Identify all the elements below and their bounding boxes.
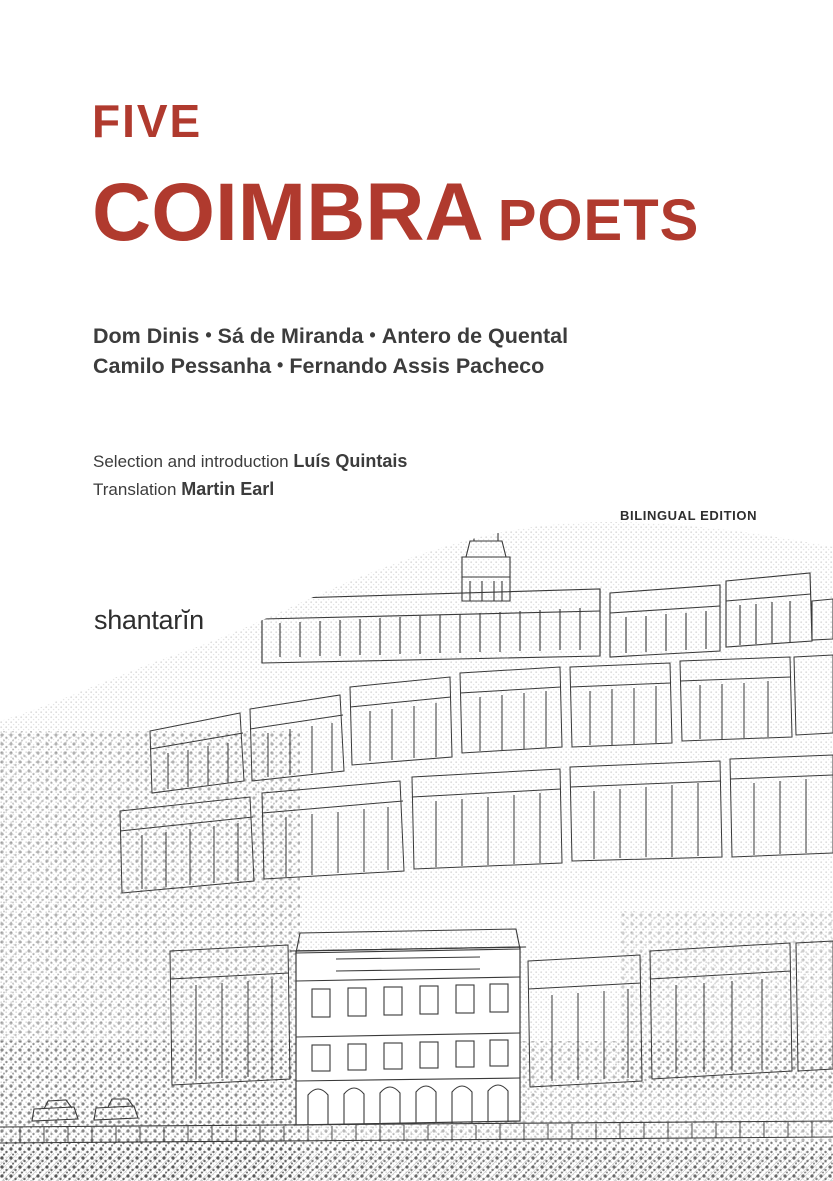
translation-label: Translation: [93, 479, 177, 499]
bilingual-edition-badge: BILINGUAL EDITION: [620, 508, 758, 523]
title-line-five: FIVE: [92, 95, 203, 147]
poet-name: Fernando Assis Pacheco: [289, 353, 545, 378]
poets-line-2: [93, 352, 773, 382]
poet-name: Sá de Miranda: [217, 324, 364, 348]
cityscape-illustration: [0, 478, 833, 1181]
publisher-imprint: shantarĭn: [94, 605, 204, 635]
poet-name: Antero de Quental: [381, 324, 569, 348]
selection-label: Selection and introduction: [93, 452, 289, 471]
title-main-line: [92, 167, 752, 258]
separator-bullet-icon: •: [369, 325, 376, 345]
title-block: [92, 95, 752, 258]
selection-name: Luís Quintais: [293, 451, 408, 471]
poets-list: [93, 322, 773, 381]
title-word-coimbra: COIMBRA: [92, 167, 484, 258]
poet-name: Dom Dinis: [93, 324, 200, 348]
translator-name: Martin Earl: [181, 478, 275, 499]
separator-bullet-icon: •: [277, 354, 284, 375]
poet-name: Camilo Pessanha: [93, 353, 272, 378]
poets-line-1: [93, 322, 773, 352]
separator-bullet-icon: •: [205, 325, 212, 345]
selection-credit: [93, 448, 407, 476]
title-word-poets: POETS: [497, 188, 700, 253]
